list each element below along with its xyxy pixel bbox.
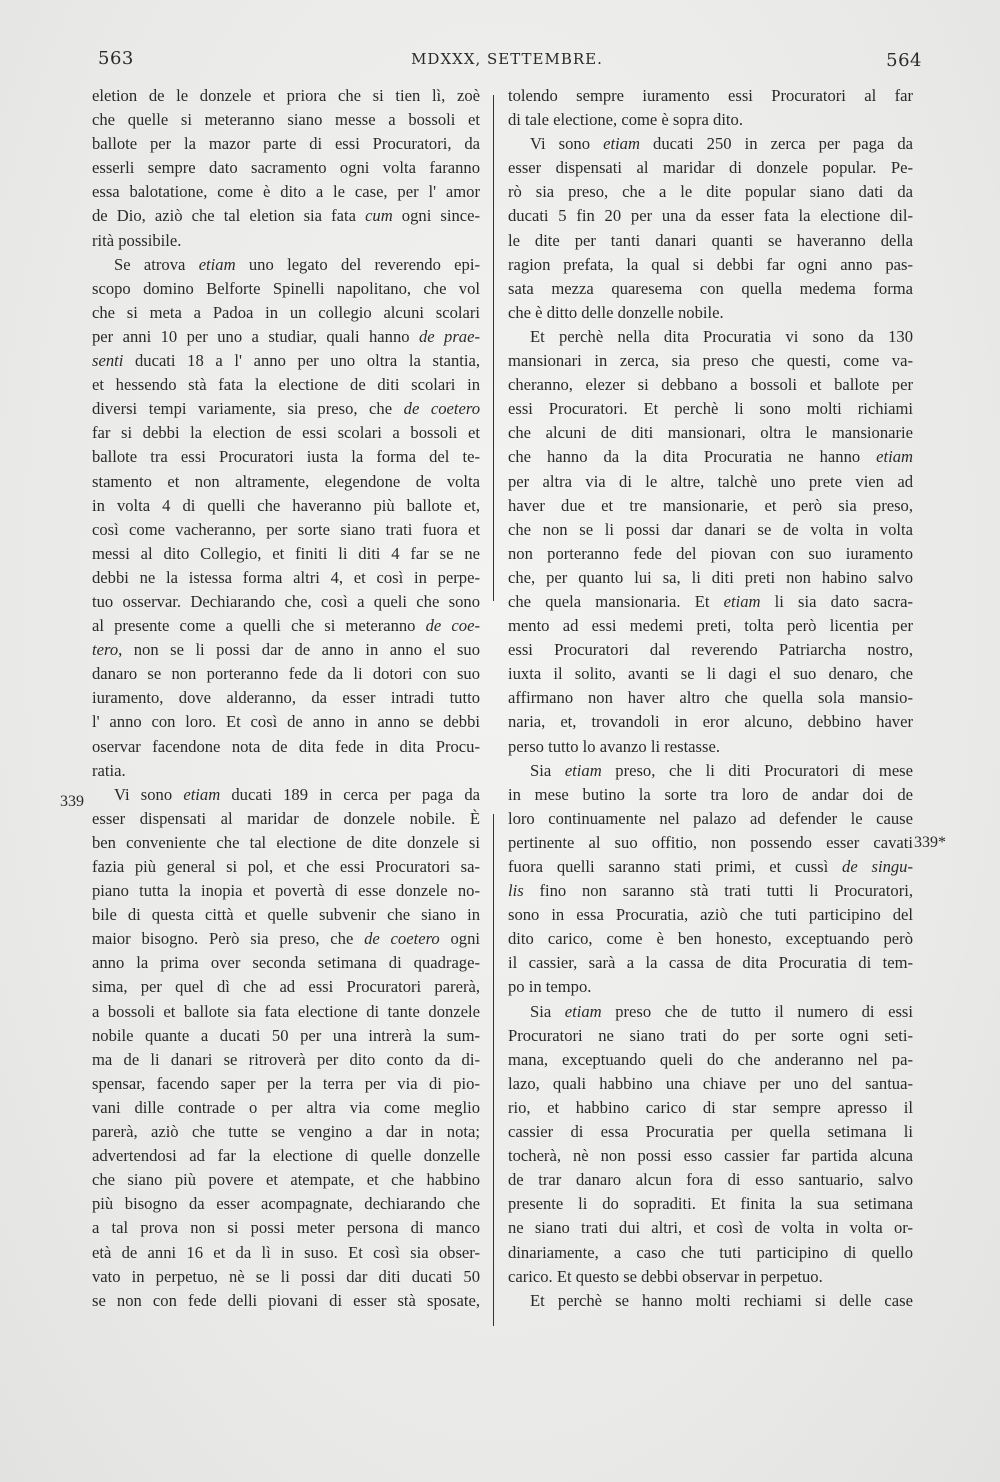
text-line: così come vacheranno, per sorte siano trati fuora et: [92, 519, 480, 539]
text-line: Sia etiam preso, che li diti Procuratori di mese: [530, 760, 913, 780]
text-line: maior bisogno. Però sia preso, che de coetero ogni: [92, 929, 480, 949]
text-line: nobile quante a ducati 50 per una intrerà la sum-: [92, 1025, 480, 1045]
page-number-left: 563: [98, 48, 134, 69]
running-title: MDXXX, SETTEMBRE.: [411, 50, 603, 68]
text-line: ragion prefata, la qual si debbi far ogni anno pas-: [508, 254, 913, 274]
text-line: messi al dito Collegio, et finiti li diti 4 far se ne: [92, 543, 480, 563]
text-line: parerà, aziò che tutte se vengino a dar in nota;: [92, 1122, 480, 1142]
text-line: per anni 10 per uno a studiar, quali hanno de prae-: [92, 326, 480, 346]
margin-note-left: 339: [60, 793, 84, 810]
text-line: cheranno, elezer si debbano a bossoli et ballote per: [508, 375, 913, 395]
text-line: Vi sono etiam ducati 189 in cerca per paga da: [114, 784, 480, 804]
text-line: carico. Et questo se debbi observar in perpetuo.: [508, 1266, 823, 1286]
text-line: in mese butino la sorte tra loro de andar doi de: [508, 784, 913, 804]
text-line: anno la prima over seconda setimana di quadrage-: [92, 953, 480, 973]
text-line: se non con fede delli piovani di esser stà sposate,: [92, 1290, 480, 1310]
text-line: Vi sono etiam ducati 250 in zerca per paga da: [530, 134, 913, 154]
text-line: lis fino non saranno stà trati tutti li Procuratori,: [508, 881, 913, 901]
text-line: al presente come a quelli che si meteranno de coe-: [92, 616, 480, 636]
text-line: che è ditto delle donzelle nobile.: [508, 302, 724, 322]
text-line: ne siano trati dui altri, et così de volta in volta or-: [508, 1218, 913, 1238]
text-line: danaro se non porteranno fede da li dotori con suo: [92, 664, 480, 684]
text-line: rò sia preso, che a le dite popular siano dati da: [508, 182, 913, 202]
text-line: ballote per la mazor parte di essi Procuratori, da: [92, 134, 480, 154]
text-line: haver due et tre mansionarie, et però sia preso,: [508, 495, 913, 515]
text-line: non porteranno fede del piovan con suo iuramento: [508, 543, 913, 563]
text-line: advertendosi ad far la electione di quelle donzelle: [92, 1146, 480, 1166]
text-line: che siano più povere et atempate, et che habbino: [92, 1170, 480, 1190]
text-line: de Dio, aziò che tal eletion sia fata cum ogni since-: [92, 206, 480, 226]
text-line: far si debbi la election de essi scolari a bossoli et: [92, 423, 480, 443]
text-line: essi Procuratori dal reverendo Patriarcha nostro,: [508, 640, 913, 660]
text-line: tuo osservar. Dechiarando che, così a queli che sono: [92, 591, 480, 611]
text-line: presente li do sopraditi. Et finita la sua setimana: [508, 1194, 913, 1214]
text-line: che non se li possi dar danari se de volta in volta: [508, 519, 913, 539]
text-line: ratia.: [92, 760, 126, 780]
text-line: sata mezza quaresema con quella medema forma: [508, 278, 913, 298]
text-line: Et perchè se hanno molti rechiami si delle case: [530, 1290, 913, 1310]
text-line: stamento et non altramente, elegendone de volta: [92, 471, 480, 491]
text-line: le dite per tanti danari quanti se haveranno della: [508, 230, 913, 250]
text-line: pertinente al suo offitio, non possendo esser cavati: [508, 832, 913, 852]
text-line: mana, exceptuando queli do che anderanno nel pa-: [508, 1049, 913, 1069]
column-divider-top: [493, 95, 494, 601]
text-line: che alcuni de diti mansionari, oltra le mansionarie: [508, 423, 913, 443]
text-line: sono in essa Procuratia, aziò che tuti participino del: [508, 905, 913, 925]
text-line: piano tutta la inopia et povertà di esse donzele no-: [92, 881, 480, 901]
text-line: esser dispensati al maridar de donzele nobile. È: [92, 808, 480, 828]
text-line: tolendo sempre iuramento essi Procuratori al far: [508, 86, 913, 105]
text-line: a tal prova non si possi meter persona di manco: [92, 1218, 480, 1238]
text-line: oservar facendone nota de dita fede in dita Procu-: [92, 736, 480, 756]
text-line: l' anno con loro. Et così de anno in anno se debbi: [92, 712, 480, 732]
text-line: di tale electione, come è sopra dito.: [508, 110, 743, 130]
text-line: debbi ne la istessa forma altri 4, et così in perpe-: [92, 567, 480, 587]
text-line: che quela mansionaria. Et etiam li sia dato sacra-: [508, 591, 913, 611]
text-line: eletion de le donzele et priora che si tien lì, zoè: [92, 86, 480, 105]
text-line: tero, non se li possi dar de anno in anno el suo: [92, 640, 480, 660]
text-line: cassier di essa Procuratia per quella setimana li: [508, 1122, 913, 1142]
text-line: vani dille contrade o per altra via come meglio: [92, 1097, 480, 1117]
text-line: spensar, facendo saper per la terra per via di pio-: [92, 1073, 480, 1093]
text-line: ballote tra essi Procuratori iusta la forma del te-: [92, 447, 480, 467]
text-line: tocherà, nè non possi esso cassier far partida alcuna: [508, 1146, 913, 1166]
right-column: [508, 84, 913, 1313]
text-line: scopo domino Belforte Spinelli napolitano, che vol: [92, 278, 480, 298]
text-line: esserli sempre dato sacramento ogni volta faranno: [92, 158, 480, 178]
text-line: che si meta a Padoa in un collegio alcuni scolari: [92, 302, 480, 322]
text-line: essi Procuratori. Et perchè li sono molti richiami: [508, 399, 913, 419]
text-line: ducati 5 fin 20 per una da esser fata la electione dil-: [508, 206, 913, 226]
text-line: affirmano non haver altro che quella sola mansio-: [508, 688, 913, 708]
text-line: fuora quelli saranno stati primi, et cussì de singu-: [508, 857, 913, 876]
text-line: perso tutto lo avanzo li restasse.: [508, 736, 720, 756]
text-line: fazia più general si pol, et che essi Procuratori sa-: [92, 857, 480, 876]
text-line: essa balotatione, come è dito a le case, per l' amor: [92, 182, 480, 202]
text-line: naria, et, trovandoli in eror alcuno, debbino haver: [508, 712, 913, 732]
text-line: sima, per quel dì che ad essi Procuratori parerà,: [92, 977, 480, 997]
text-line: rio, et habbino carico di star sempre apresso il: [508, 1097, 913, 1117]
text-line: senti ducati 18 a l' anno per uno oltra la stantia,: [92, 351, 480, 371]
text-line: più bisogno da esser acompagnate, dechiarando che: [92, 1194, 480, 1214]
page-header: [92, 48, 922, 78]
text-line: iuxta il solito, avanti se li dagi el suo denaro, che: [508, 664, 913, 684]
text-line: Sia etiam preso che de tutto il numero di essi: [530, 1001, 913, 1021]
text-line: po in tempo.: [508, 977, 592, 997]
text-line: esser dispensati al maridar di donzele popular. Pe-: [508, 158, 913, 178]
column-divider-bottom: [493, 814, 494, 1326]
text-line: mento ad essi medemi preti, tolta però licentia per: [508, 616, 913, 636]
text-line: Et perchè nella dita Procuratia vi sono da 130: [530, 326, 913, 346]
text-line: età de anni 16 et da lì in suso. Et così sia obser-: [92, 1242, 480, 1262]
text-line: dito carico, come è ben honesto, exceptuando però: [508, 929, 913, 949]
text-line: ben conveniente che tal electione de dite donzele si: [92, 832, 480, 852]
text-line: bile di questa città et quelle subvenir che siano in: [92, 905, 480, 925]
text-line: ma de li danari se ritroverà per dito conto da di-: [92, 1049, 480, 1069]
text-line: il cassier, sarà a la cassa de dita Procuratia di tem-: [508, 953, 913, 973]
text-line: a bossoli et ballote sia fata electione di tante donzele: [92, 1001, 480, 1021]
left-column: [92, 84, 480, 1313]
text-line: de trar danaro alcun fora di esso santuario, salvo: [508, 1170, 913, 1190]
page-number-right: 564: [886, 50, 922, 71]
text-line: che, per quanto lui sa, li diti preti non habino salvo: [508, 567, 913, 587]
text-line: che hanno da la dita Procuratia ne hanno etiam: [508, 447, 913, 467]
text-line: iuramento, dove alderanno, da esser intradi tutto: [92, 688, 480, 708]
text-line: dinariamente, a caso che tuti participino di quello: [508, 1242, 913, 1262]
text-line: Procuratori ne siano trati do per sorte ogni seti-: [508, 1025, 913, 1045]
text-line: che quelle si meteranno siano messe a bossoli et: [92, 110, 480, 130]
margin-note-right: 339*: [914, 834, 946, 851]
text-line: rità possibile.: [92, 230, 182, 250]
text-line: loro continuamente nel palazo ad defender le cause: [508, 808, 913, 828]
text-line: per altra via di le altre, talchè uno prete vien ad: [508, 471, 913, 491]
text-line: lazo, quali habbino una chiave per uno del santua-: [508, 1073, 913, 1093]
text-line: diversi tempi variamente, sia preso, che de coetero: [92, 399, 480, 419]
text-line: Se atrova etiam uno legato del reverendo epi-: [114, 254, 480, 274]
text-line: et hessendo stà fata la electione de diti scolari in: [92, 375, 480, 395]
text-line: in volta 4 di quelli che haveranno più ballote et,: [92, 495, 480, 515]
text-line: mansionari in zerca, sia preso che questi, come va-: [508, 351, 913, 371]
text-line: vato in perpetuo, nè se li possi dar diti ducati 50: [92, 1266, 480, 1286]
